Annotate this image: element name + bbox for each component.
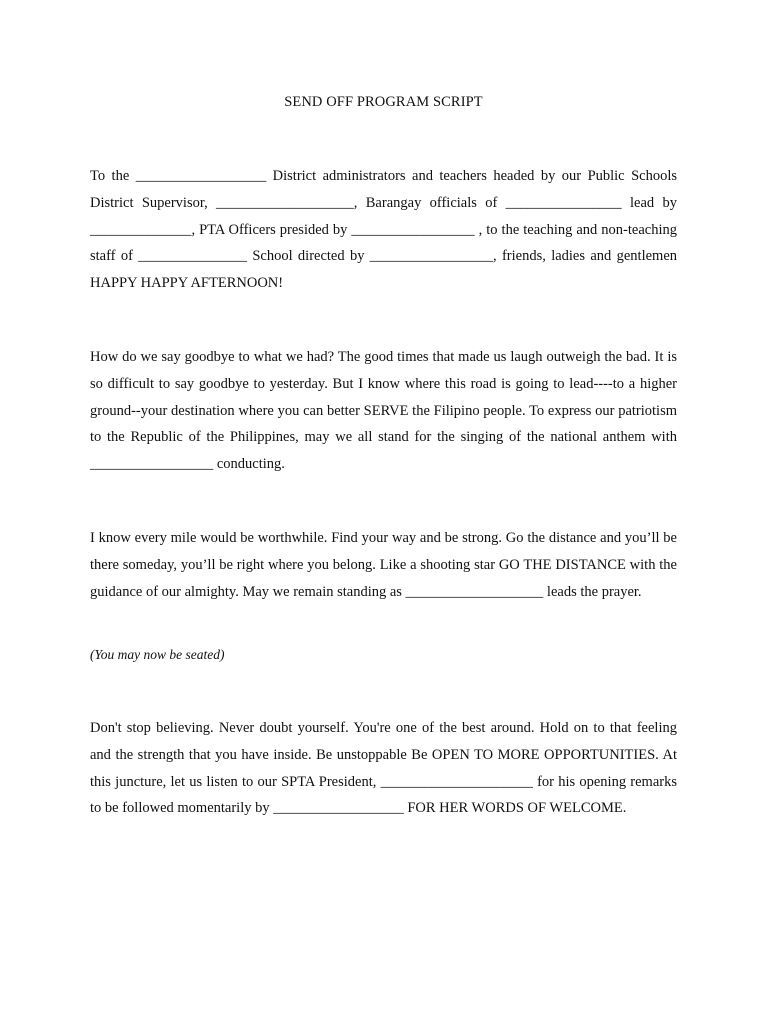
paragraph-opening-remarks: Don't stop believing. Never doubt yourself. You're one of the best around. Hold on to that feeling and the strength that you have inside. Be unstoppable Be OPEN TO MORE OPPORTUNITIES. At this juncture, let us listen to our SPTA President, _____________________ for his opening remarks to be followed momentarily by __________________ FOR HER WORDS OF WELCOME. <box>90 720 677 817</box>
paragraph-national-anthem: How do we say goodbye to what we had? The good times that made us laugh outweigh the bad. It is so difficult to say goodbye to yesterday. But I know where this road is going to lead----to a higher ground--your destination where you can better SERVE the Filipino people. To express our patriotism to the Republic of the Philippines, may we all stand for the singing of the national anthem with _________________ conducting. <box>90 349 677 473</box>
paragraph-greeting: To the __________________ District administrators and teachers headed by our Public Schools District Supervisor, ___________________, Barangay officials of ________________ lead by ______________, PTA Officers presided by _________________ , to the teaching and non-teaching staff of _______________ School directed by _________________, friends, ladies and gentlemen HAPPY HAPPY AFTERNOON! <box>90 168 677 292</box>
seated-note: (You may now be seated) <box>90 647 225 662</box>
document-title: SEND OFF PROGRAM SCRIPT <box>284 94 483 110</box>
paragraph-prayer: I know every mile would be worthwhile. Find your way and be strong. Go the distance and you’ll be there someday, you’ll be right where you belong. Like a shooting star GO THE DISTANCE with the guidance of our almighty. May we remain standing as ___________________ leads the prayer. <box>90 530 677 600</box>
